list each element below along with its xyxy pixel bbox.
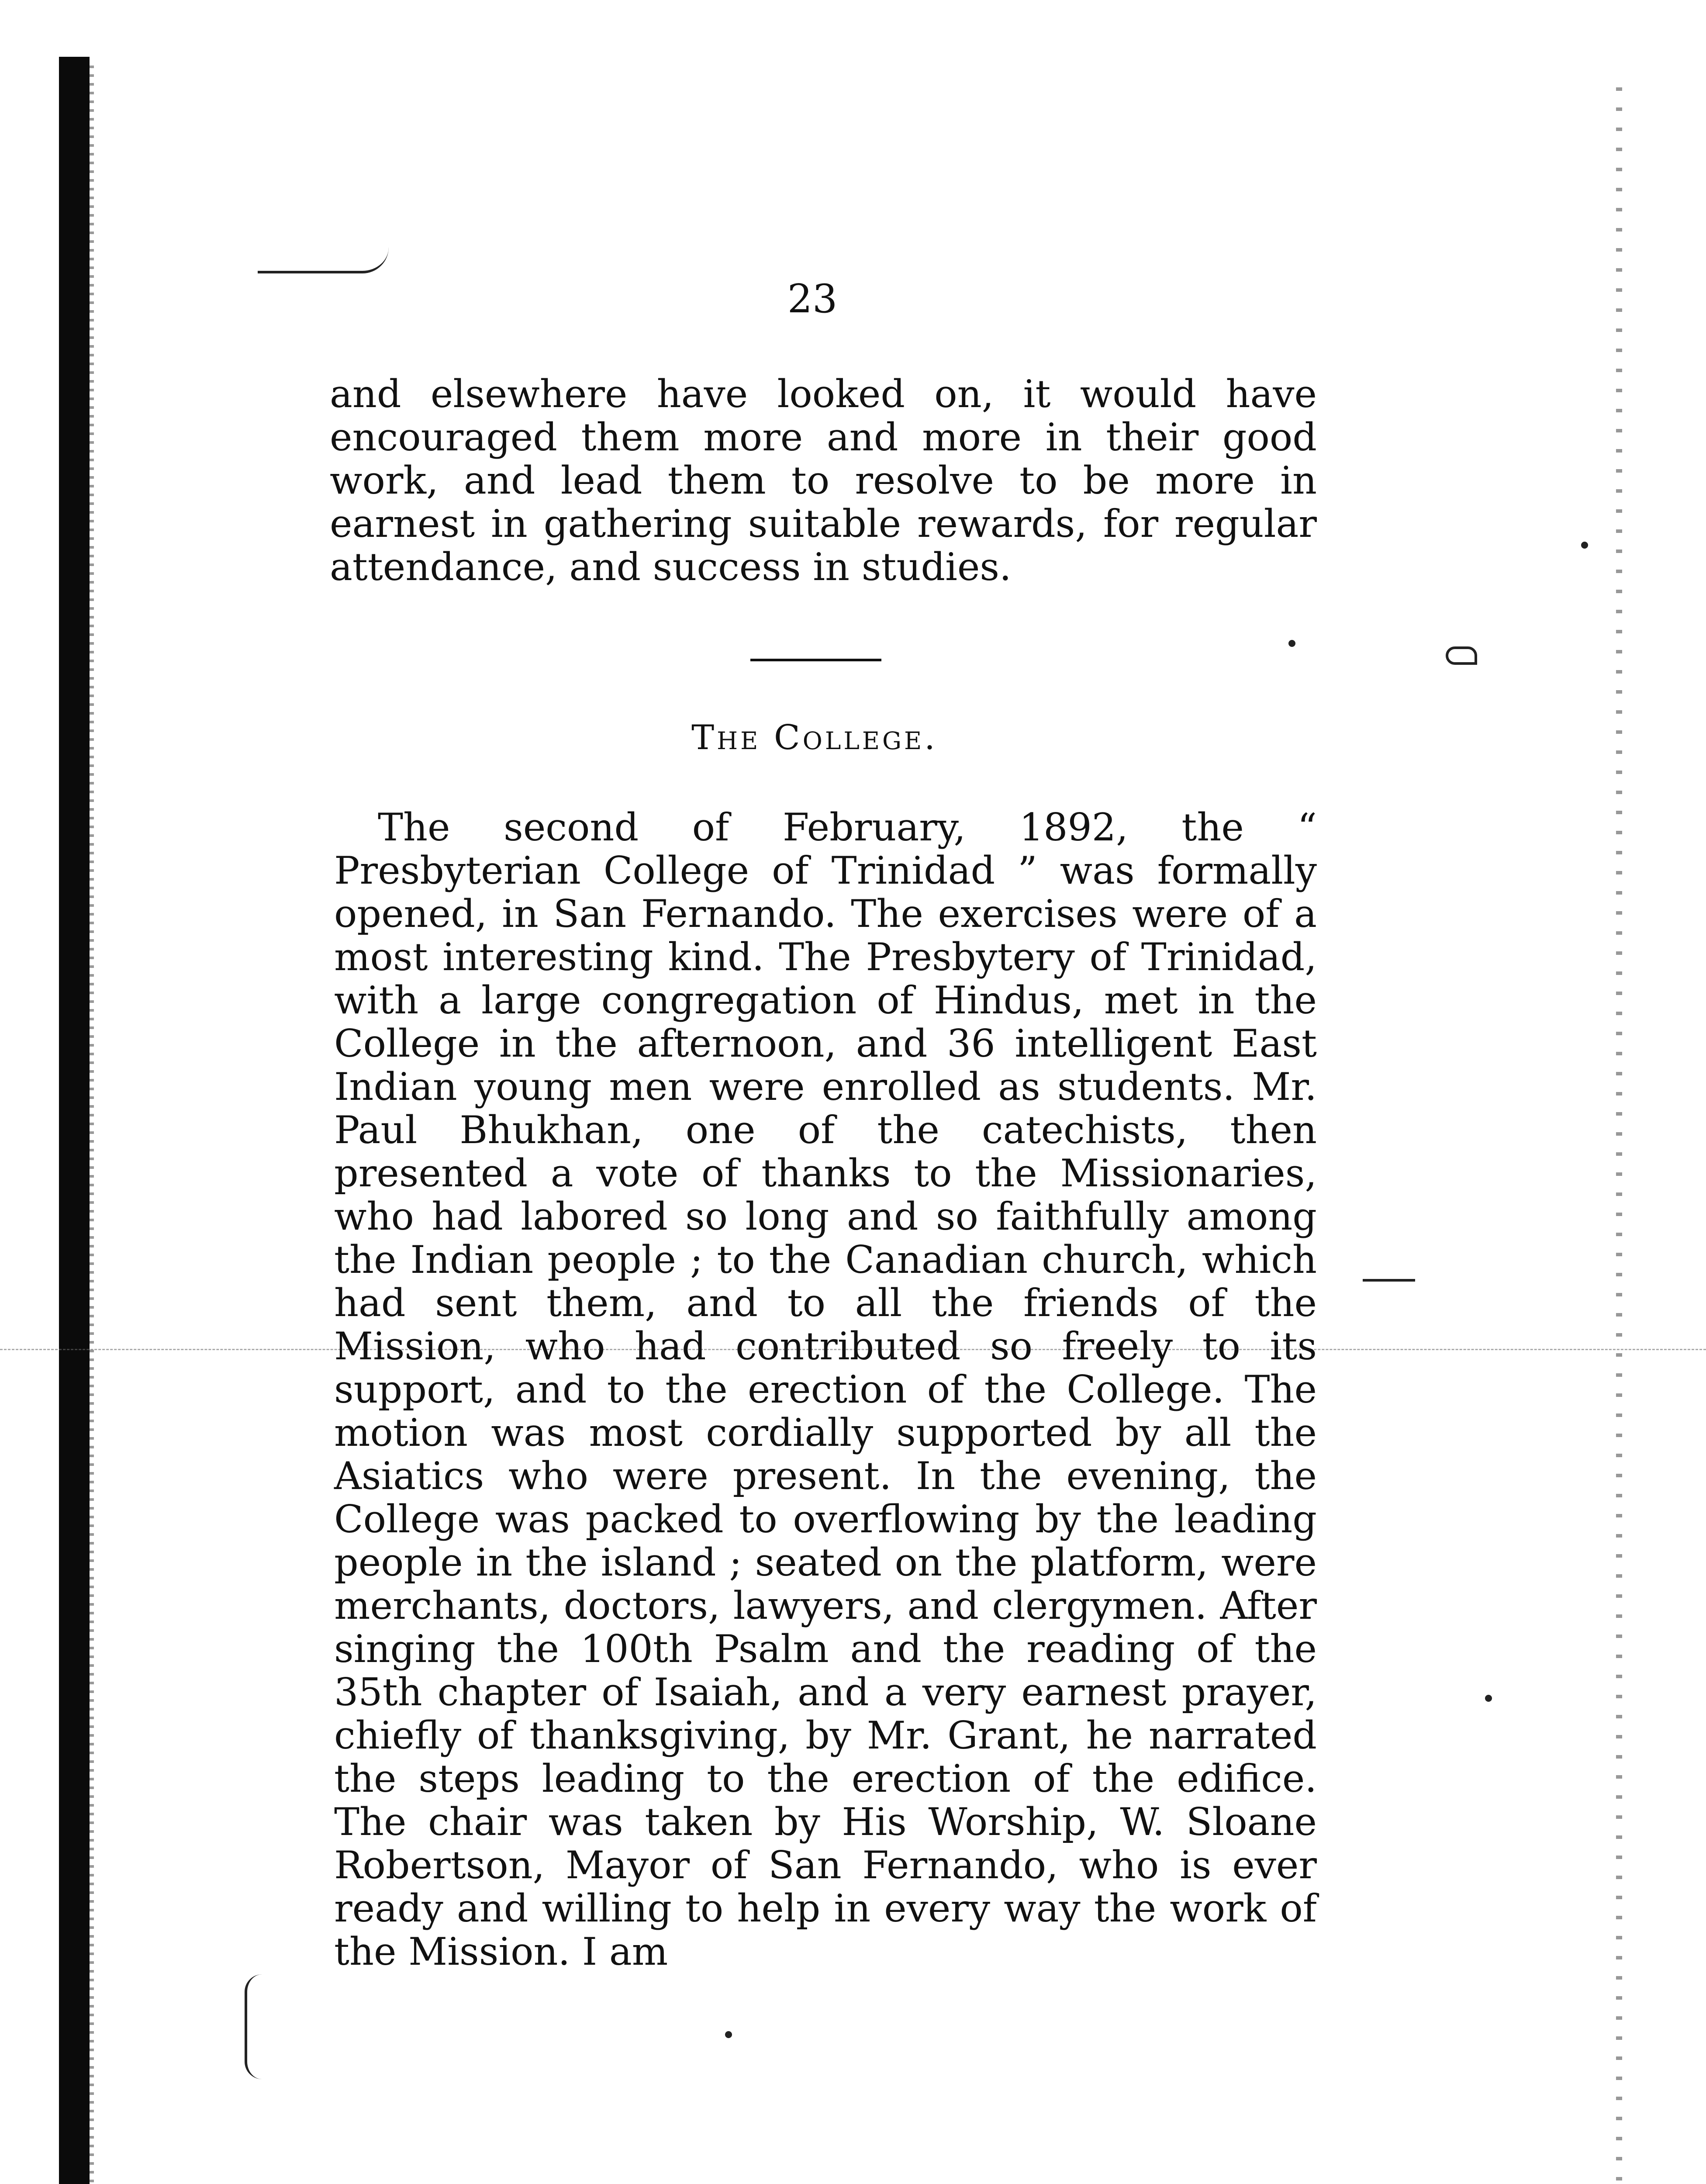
pen-mark-top-left (258, 245, 389, 273)
continuation-paragraph: and elsewhere have looked on, it would have encouraged them more and more in their good work, and lead them to resolve to be more in earnest in gathering suitable rewards, for regular attendance, and success in studies. (330, 372, 1317, 589)
pen-mark-right-hook (1446, 646, 1477, 665)
book-spine-shadow (59, 57, 90, 2184)
right-margin-noise (1616, 87, 1622, 2184)
speck (1485, 1695, 1492, 1702)
pen-mark-bottom-left (245, 1974, 269, 2079)
pen-mark-right-dash (1363, 1279, 1415, 1282)
page-number: 23 (787, 276, 838, 322)
body-paragraph: The second of February, 1892, the “ Presbyterian College of Trinidad ” was formally opened, in San Fernando. The exercises were of a most interesting kind. The Presbytery of Trinidad, with a large congregation of Hindus, met in the College in the afternoon, and 36 intelligent East Indian young men were enrolled as students. Mr. Paul Bhukhan, one of the catechists, then presented a vote of thanks to the Missionaries, who had labored so long and so faithfully among the Indian people ; to the Canadian church, which had sent them, and to all the friends of the Mission, who had contributed so freely to its support, and to the erection of the College. The motion was most cordially supported by all the Asiatics who were present. In the evening, the College was packed to overflowing by the leading people in the island ; seated on the platform, were merchants, doctors, lawyers, and clergymen. After singing the 100th Psalm and the reading of the 35th chapter of Isaiah, and a very earnest prayer, chiefly of thanksgiving, by Mr. Grant, he narrated the steps leading to the erection of the edifice. The chair was taken by His Worship, W. Sloane Robertson, Mayor of San Fernando, who is ever ready and willing to help in every way the work of the Mission. I am (334, 805, 1317, 1974)
speck (1288, 640, 1295, 647)
section-heading: The College. (691, 718, 938, 757)
speck (1581, 542, 1588, 549)
spine-edge-noise (90, 66, 94, 2184)
speck (725, 2031, 732, 2038)
section-divider (750, 659, 881, 661)
